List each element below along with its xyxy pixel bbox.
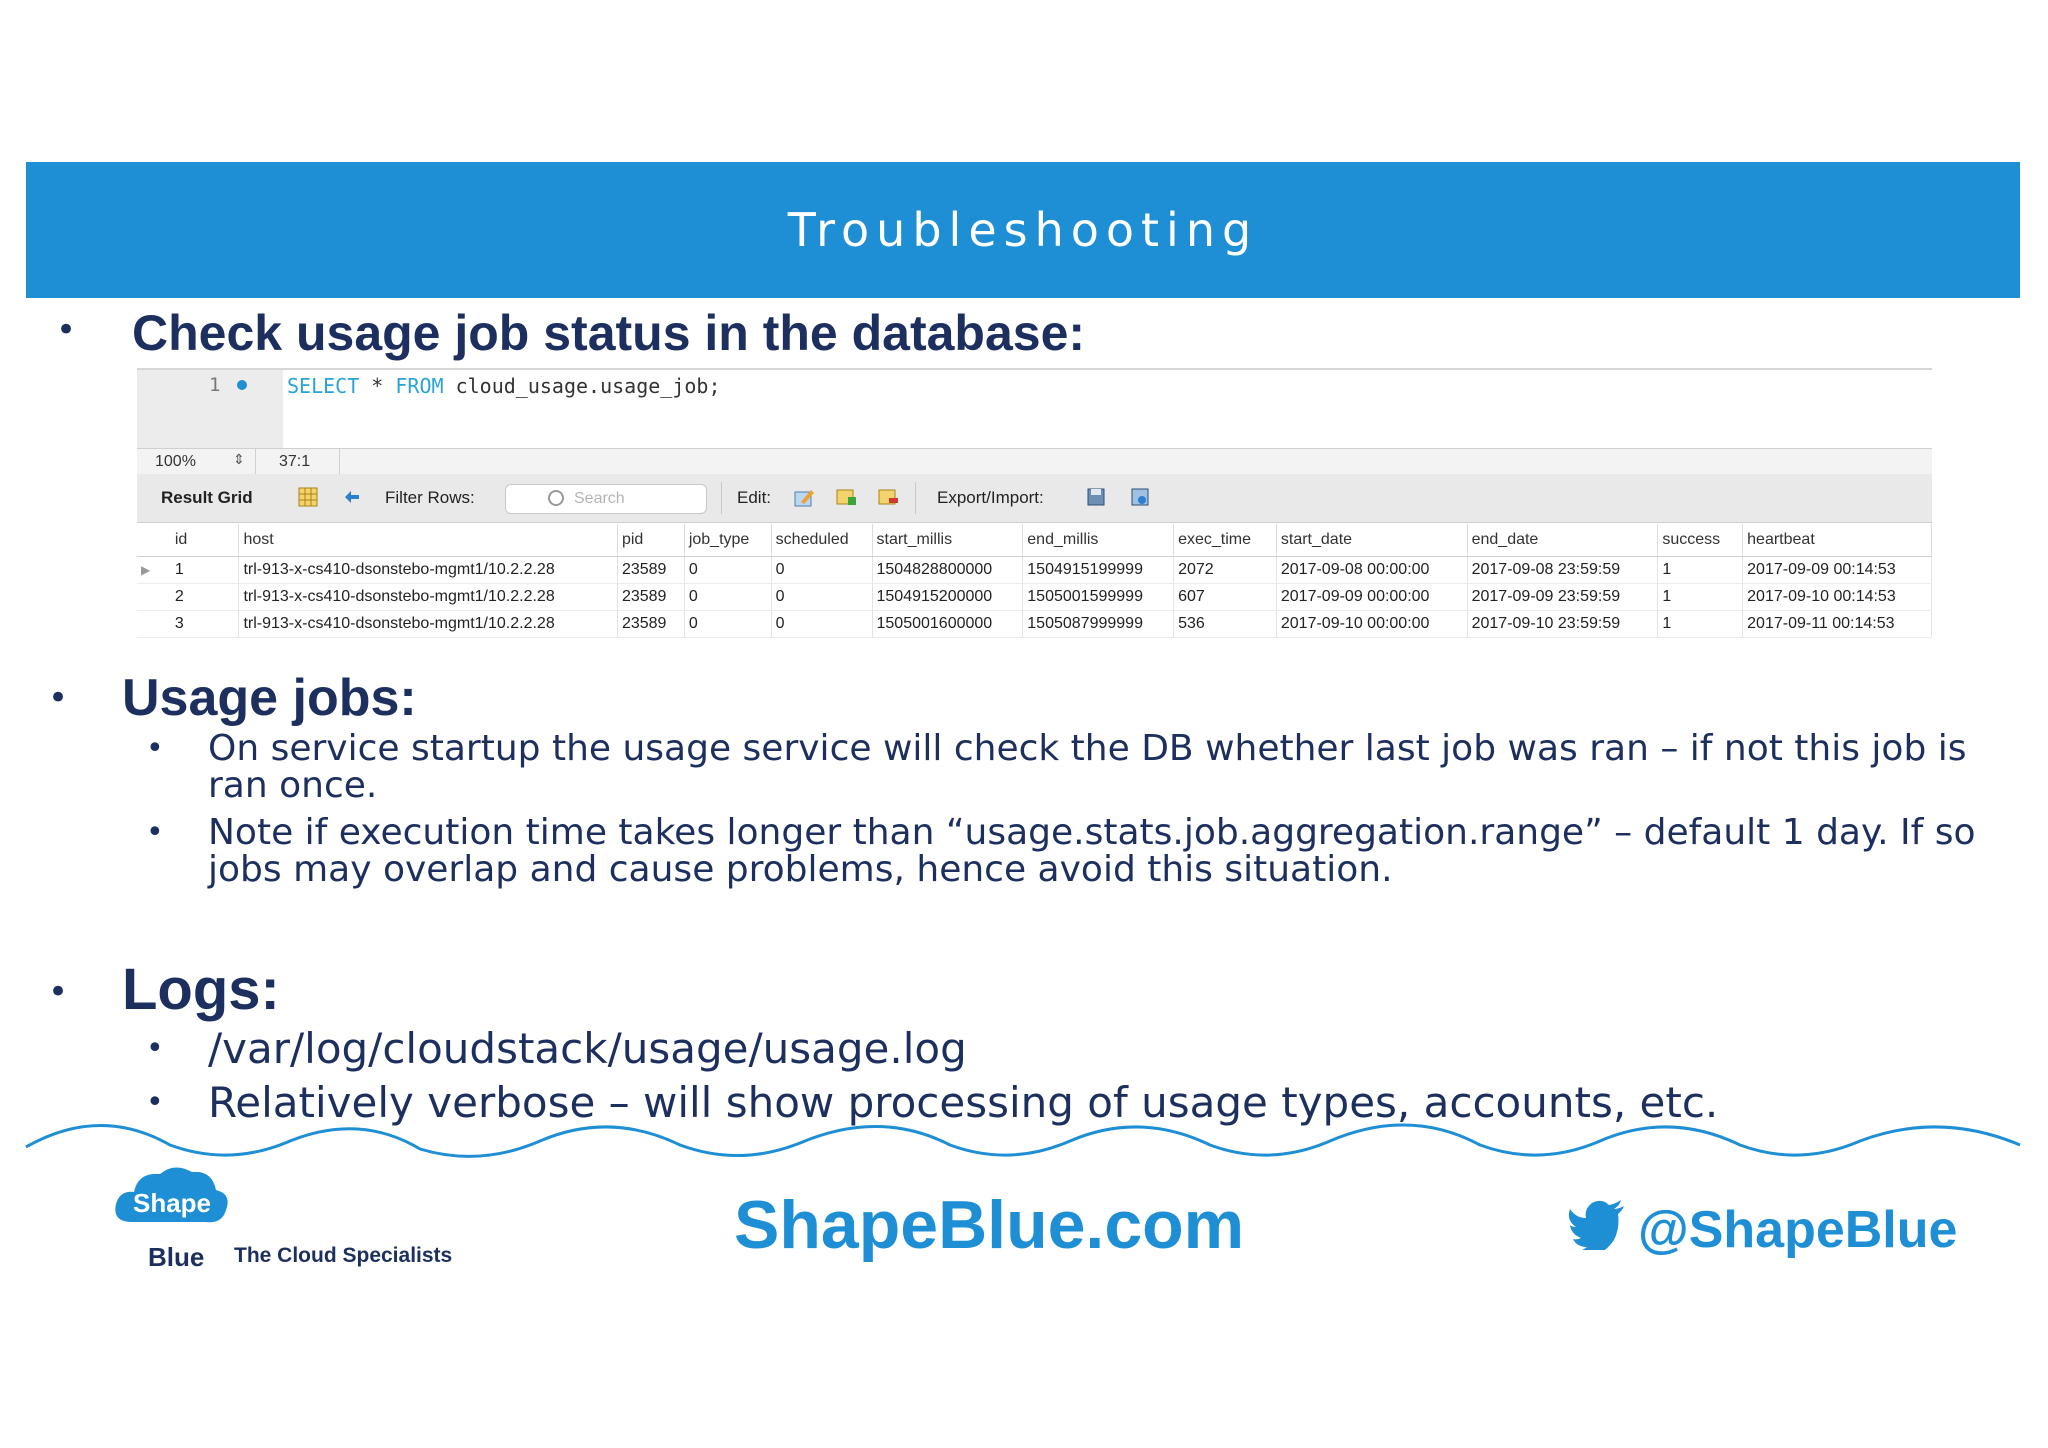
table-cell[interactable]: 2017-09-09 00:00:00 [1276, 584, 1467, 611]
table-row[interactable] [137, 584, 1932, 611]
column-header[interactable]: exec_time [1174, 524, 1277, 557]
table-cell[interactable]: 2017-09-08 23:59:59 [1467, 557, 1658, 584]
table-cell[interactable]: 2017-09-09 00:14:53 [1743, 557, 1932, 584]
import-icon[interactable] [1129, 486, 1151, 508]
export-icon[interactable] [1085, 486, 1107, 508]
sub-bullet-marker: • [146, 815, 164, 850]
section-heading-logs: Logs: [122, 957, 280, 1022]
sql-keyword: SELECT [287, 374, 360, 398]
export-import-label: Export/Import: [937, 488, 1044, 507]
selected-row-icon: ▶ [137, 557, 171, 584]
editor-status-bar [137, 448, 1932, 476]
section-heading-db-status: Check usage job status in the database: [132, 305, 1086, 361]
search-placeholder: Search [574, 490, 625, 507]
table-cell[interactable]: 1504828800000 [872, 557, 1023, 584]
toolbar-divider [721, 482, 722, 514]
shapeblue-logo [112, 1160, 472, 1280]
sql-keyword: FROM [395, 374, 444, 398]
table-cell[interactable]: 1 [171, 557, 239, 584]
toolbar-divider [915, 482, 916, 514]
table-cell[interactable]: 2017-09-10 00:14:53 [1743, 584, 1932, 611]
filter-search-input[interactable] [505, 484, 707, 514]
column-header[interactable]: success [1658, 524, 1743, 557]
log-path: /var/log/cloudstack/usage/usage.log [208, 1024, 967, 1073]
table-row[interactable] [137, 557, 1932, 584]
search-icon [548, 490, 564, 506]
table-cell[interactable]: 1504915200000 [872, 584, 1023, 611]
sql-workbench-screenshot [137, 368, 1932, 640]
edit-label: Edit: [737, 488, 772, 507]
table-cell[interactable]: 1505001599999 [1023, 584, 1174, 611]
section-heading-usage-jobs: Usage jobs: [122, 669, 417, 727]
table-cell[interactable]: 23589 [617, 557, 684, 584]
zoom-level: 100% [155, 453, 196, 470]
website-link[interactable]: ShapeBlue.com [734, 1187, 1245, 1263]
column-header[interactable]: host [239, 524, 618, 557]
column-header[interactable]: end_millis [1023, 524, 1174, 557]
table-cell[interactable]: 0 [684, 611, 771, 638]
zoom-stepper-icon[interactable]: ⇕ [233, 451, 245, 467]
table-cell[interactable]: 2017-09-11 00:14:53 [1743, 611, 1932, 638]
table-cell[interactable]: 2017-09-08 00:00:00 [1276, 557, 1467, 584]
table-row[interactable] [137, 611, 1932, 638]
sql-table-name: cloud_usage.usage_job; [443, 374, 721, 398]
table-cell[interactable]: 2072 [1174, 557, 1277, 584]
table-cell[interactable]: 1505087999999 [1023, 611, 1174, 638]
sql-star: * [359, 374, 396, 398]
column-header[interactable]: start_millis [872, 524, 1023, 557]
table-cell[interactable]: 1 [1658, 557, 1743, 584]
table-cell[interactable]: trl-913-x-cs410-dsonstebo-mgmt1/10.2.2.28 [239, 611, 618, 638]
table-cell[interactable]: 3 [171, 611, 239, 638]
status-divider [255, 449, 256, 475]
column-header[interactable]: end_date [1467, 524, 1658, 557]
text-line: jobs may overlap and cause problems, hence avoid this situation. [208, 849, 1393, 890]
edit-row-icon[interactable] [793, 486, 815, 508]
column-header[interactable]: heartbeat [1743, 524, 1932, 557]
bullet-marker: • [48, 678, 69, 718]
add-row-icon[interactable] [835, 486, 857, 508]
sub-bullet-marker: • [146, 1085, 164, 1120]
table-cell[interactable]: 0 [771, 584, 872, 611]
table-cell[interactable]: trl-913-x-cs410-dsonstebo-mgmt1/10.2.2.28 [239, 557, 618, 584]
table-cell[interactable]: 1 [1658, 584, 1743, 611]
table-cell[interactable]: 2 [171, 584, 239, 611]
text-line: On service startup the usage service will check the DB whether last job was ran – if not this job is [208, 728, 1967, 769]
column-header[interactable]: start_date [1276, 524, 1467, 557]
sub-bullet-marker: • [146, 1031, 164, 1066]
table-cell[interactable]: 1504915199999 [1023, 557, 1174, 584]
table-header-row [137, 524, 1932, 557]
usage-jobs-item-startup [208, 730, 1967, 804]
result-toolbar [137, 474, 1932, 523]
table-cell[interactable]: 607 [1174, 584, 1277, 611]
status-divider [339, 449, 340, 475]
table-cell[interactable]: 1 [1658, 611, 1743, 638]
row-selector-cell [137, 611, 171, 638]
refresh-icon[interactable] [341, 486, 363, 508]
table-cell[interactable]: 1505001600000 [872, 611, 1023, 638]
logo-word-bottom: Blue [148, 1242, 205, 1272]
log-verbosity-note: Relatively verbose – will show processing of usage types, accounts, etc. [208, 1078, 1719, 1127]
statement-marker-icon [237, 380, 247, 390]
text-line: Note if execution time takes longer than “usage.stats.job.aggregation.range” – default 1 day. If so [208, 812, 1976, 853]
bullet-marker: • [48, 972, 69, 1012]
sql-query [287, 374, 721, 398]
result-grid-table [137, 524, 1932, 638]
twitter-bird-icon [1568, 1200, 1626, 1250]
table-cell[interactable]: 23589 [617, 584, 684, 611]
logo-tagline: The Cloud Specialists [234, 1244, 453, 1267]
sub-bullet-marker: • [146, 731, 164, 766]
editor-gutter [137, 370, 283, 450]
sql-editor [137, 368, 1932, 450]
text-line: ran once. [208, 765, 378, 806]
result-grid-label: Result Grid [161, 488, 253, 507]
row-selector-header [137, 524, 171, 557]
column-header[interactable]: scheduled [771, 524, 872, 557]
filter-rows-label: Filter Rows: [385, 488, 475, 507]
grid-view-icon[interactable] [297, 486, 319, 508]
bullet-marker: • [56, 310, 77, 350]
column-header[interactable]: pid [617, 524, 684, 557]
usage-jobs-item-overlap [208, 814, 1976, 888]
title-banner [26, 162, 2020, 298]
table-cell[interactable]: 2017-09-10 23:59:59 [1467, 611, 1658, 638]
column-header[interactable]: job_type [684, 524, 771, 557]
table-cell[interactable]: 536 [1174, 611, 1277, 638]
slide-title: Troubleshooting [787, 203, 1259, 257]
column-header[interactable]: id [171, 524, 239, 557]
twitter-handle[interactable]: @ShapeBlue [1638, 1201, 1958, 1259]
table-cell[interactable]: 2017-09-09 23:59:59 [1467, 584, 1658, 611]
table-cell[interactable]: 0 [684, 584, 771, 611]
table-cell[interactable]: 2017-09-10 00:00:00 [1276, 611, 1467, 638]
table-cell[interactable]: 0 [771, 557, 872, 584]
row-selector-cell [137, 584, 171, 611]
table-cell[interactable]: trl-913-x-cs410-dsonstebo-mgmt1/10.2.2.28 [239, 584, 618, 611]
table-cell[interactable]: 0 [771, 611, 872, 638]
logo-word-top: Shape [132, 1188, 212, 1218]
delete-row-icon[interactable] [877, 486, 899, 508]
table-cell[interactable]: 23589 [617, 611, 684, 638]
cursor-position: 37:1 [279, 453, 311, 470]
table-cell[interactable]: 0 [684, 557, 771, 584]
line-number: 1 [209, 374, 221, 396]
